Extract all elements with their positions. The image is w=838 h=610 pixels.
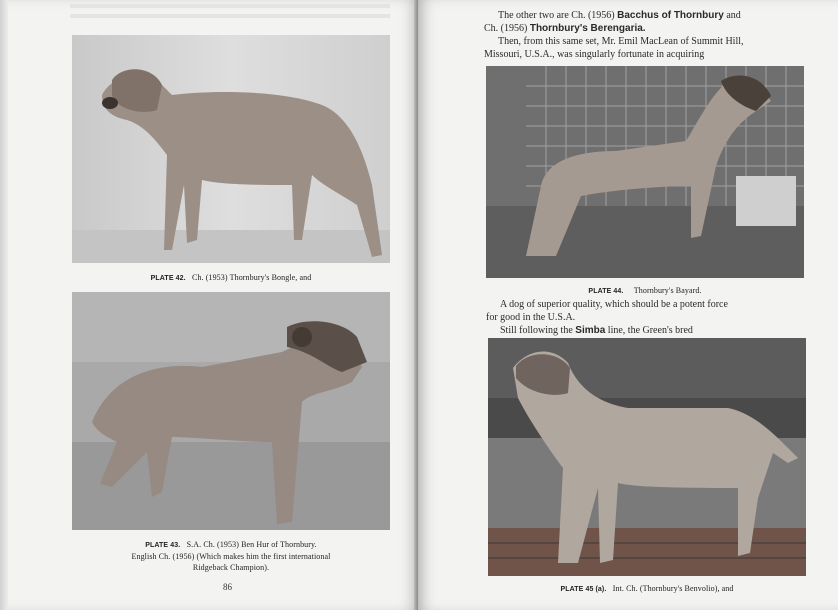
intro-line-4: Missouri, U.S.A., was singularly fortunate in acquiring	[484, 49, 705, 60]
plate-45-photo	[488, 338, 806, 576]
caption-text: Int. Ch. (Thornbury's Benvolio), and	[612, 584, 734, 593]
mid-line-1: A dog of superior quality, which should be a potent force	[500, 299, 728, 310]
bleed-through-text	[70, 4, 390, 8]
plate-43-photo	[72, 292, 390, 530]
dog-on-steps-photo	[488, 338, 806, 576]
left-page	[0, 0, 418, 610]
caption-text: Thornbury's Bayard.	[633, 286, 702, 295]
bleed-through-text	[70, 14, 390, 18]
caption-text: Ch. (1953) Thornbury's Bongle, and	[191, 273, 312, 282]
plate-label: PLATE 45 (a).	[560, 586, 607, 593]
dog-outdoor-photo	[72, 292, 390, 530]
plate-44-caption	[486, 285, 804, 297]
plate-label: PLATE 42.	[150, 275, 186, 282]
intro-line-2: Ch. (1956) Thornbury's Berengaria.	[484, 23, 646, 34]
mid-line-2: for good in the U.S.A.	[486, 312, 576, 323]
plate-42-photo	[72, 35, 390, 263]
page-edge	[0, 0, 8, 610]
plate-label: PLATE 43.	[145, 542, 181, 549]
page-number: 86	[223, 582, 232, 592]
plate-label: PLATE 44.	[588, 288, 624, 295]
right-page	[418, 0, 838, 610]
plate-44-photo	[486, 66, 804, 278]
plate-42-caption	[72, 272, 390, 284]
caption-line-2: English Ch. (1956) (Which makes him the first international	[131, 552, 331, 561]
intro-text	[484, 9, 814, 61]
caption-line-1: PLATE 43. S.A. Ch. (1953) Ben Hur of Thornbury.	[145, 540, 317, 549]
plate-45-caption	[488, 583, 806, 595]
dog-standing-photo	[72, 35, 390, 263]
caption-line-3: Ridgeback Champion).	[192, 563, 270, 572]
dog-by-fence-photo	[486, 66, 804, 278]
mid-line-3: Still following the Simba line, the Green's bred	[500, 325, 693, 336]
mid-text	[486, 298, 816, 337]
intro-line-1: The other two are Ch. (1956) Bacchus of Thornbury and	[498, 10, 741, 21]
intro-line-3: Then, from this same set, Mr. Emil MacLean of Summit Hill,	[498, 36, 744, 47]
plate-43-caption	[72, 539, 390, 573]
